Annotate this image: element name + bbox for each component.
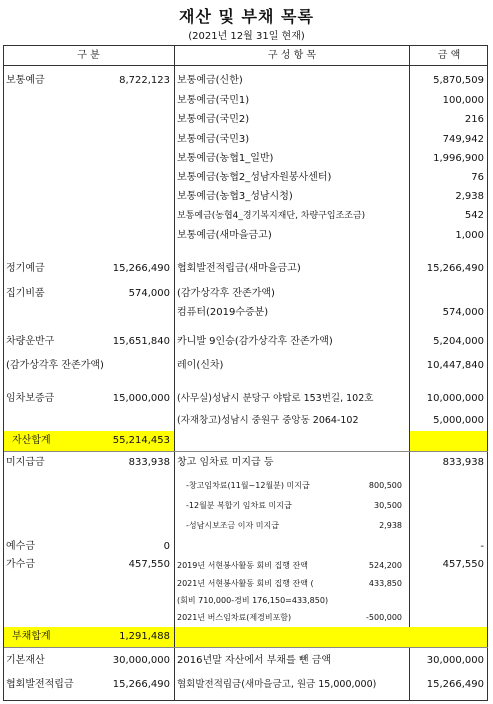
category-value: 15,266,490 <box>112 263 170 274</box>
item-label: 보통예금(신한) <box>177 75 243 86</box>
amount-cell: 5,204,000 <box>433 336 484 347</box>
liability-total-label: 부채합계 <box>12 631 51 642</box>
row-divider <box>4 451 488 452</box>
detail-label: -12월분 복합기 임차료 미지급 <box>186 501 292 510</box>
amount-cell: 10,000,000 <box>426 393 484 404</box>
category-label: (감가상각후 잔존가액) <box>6 360 104 371</box>
detail-label: (회비 710,000-경비 176,150=433,850) <box>177 596 329 605</box>
category-value: 457,550 <box>128 559 170 570</box>
category-value: 0 <box>163 541 170 552</box>
amount-cell: 2,938 <box>455 191 484 202</box>
detail-value: 433,850 <box>368 579 402 588</box>
liability-total-highlight <box>175 627 487 647</box>
item-label: 보통예금(농협3_성남시청) <box>177 191 293 202</box>
category-label: 보통예금 <box>6 75 45 86</box>
detail-value: 2,938 <box>379 521 402 530</box>
detail-label: 2021년 서현봉사활동 회비 집행 잔액 ( <box>177 579 314 588</box>
amount-cell: 15,266,490 <box>426 679 484 690</box>
header-category: 구 분 <box>3 45 174 66</box>
amount-cell: 457,550 <box>442 559 484 570</box>
category-label: 기본재산 <box>6 655 45 666</box>
category-label: 가수금 <box>6 559 35 570</box>
row-divider <box>4 647 488 648</box>
item-label: 보통예금(국민1) <box>177 95 250 106</box>
detail-value: 524,200 <box>368 561 402 570</box>
amount-cell: 76 <box>471 172 484 183</box>
amount-cell: 100,000 <box>442 95 484 106</box>
detail-label: 2019년 서현봉사활동 회비 집행 잔액 <box>177 561 308 570</box>
item-label: (사무실)성남시 분당구 야탑로 153번길, 102호 <box>177 393 374 404</box>
amount-cell: 216 <box>464 114 484 125</box>
amount-cell: 1,000 <box>455 230 484 241</box>
amount-cell: 15,266,490 <box>426 263 484 274</box>
detail-label: 2021년 버스임차료(제경비포함) <box>177 613 292 622</box>
header-amount: 금 액 <box>410 45 488 66</box>
column-divider <box>174 45 175 701</box>
detail-value: -500,000 <box>366 613 402 622</box>
header-items: 구 성 항 목 <box>175 45 409 66</box>
column-divider <box>409 45 410 701</box>
asset-total-value: 55,214,453 <box>112 435 170 446</box>
asset-total-label: 자산합계 <box>12 435 51 446</box>
item-label: 2016년말 자산에서 부채를 뺀 금액 <box>177 655 332 666</box>
category-value: 574,000 <box>128 288 170 299</box>
item-label: 창고 임차료 미지급 등 <box>177 457 274 468</box>
category-value: 833,938 <box>128 457 170 468</box>
category-label: 집기비품 <box>6 288 45 299</box>
category-label: 차량운반구 <box>6 336 55 347</box>
page-title: 재산 및 부채 목록 <box>179 7 314 26</box>
asset-total-highlight <box>410 431 487 451</box>
detail-value: 800,500 <box>368 481 402 490</box>
category-label: 협회발전적립금 <box>6 679 74 690</box>
liability-total-value: 1,291,488 <box>119 631 170 642</box>
category-value: 8,722,123 <box>119 75 170 86</box>
amount-cell: - <box>480 541 484 552</box>
item-label: 보통예금(농협2_성남자원봉사센터) <box>177 172 332 183</box>
amount-cell: 30,000,000 <box>426 655 484 666</box>
amount-cell: 10,447,840 <box>426 360 484 371</box>
item-label: 보통예금(새마을금고) <box>177 230 272 241</box>
item-label: 카니발 9인승(감가상각후 잔존가액) <box>177 336 333 347</box>
category-label: 예수금 <box>6 541 35 552</box>
amount-cell: 574,000 <box>442 307 484 318</box>
amount-cell: 833,938 <box>442 457 484 468</box>
detail-label: -창고임차료(11월~12월분) 미지급 <box>186 481 310 490</box>
amount-cell: 1,996,900 <box>433 153 484 164</box>
item-label: 협회발전적립금(새마을금고) <box>177 263 301 274</box>
category-value: 15,651,840 <box>112 336 170 347</box>
category-label: 임차보증금 <box>6 393 55 404</box>
item-label: (자재창고)성남시 중원구 중앙동 2064-102 <box>177 415 359 426</box>
category-value: 15,266,490 <box>112 679 170 690</box>
item-label: 레이(신차) <box>177 360 224 371</box>
item-label: 컴퓨터(2019수증분) <box>177 307 269 318</box>
item-label: 보통예금(농협1_일반) <box>177 153 274 164</box>
page-subtitle: (2021년 12월 31일 현재) <box>188 31 305 42</box>
item-label: (감가상각후 잔존가액) <box>177 288 275 299</box>
category-value: 15,000,000 <box>112 393 170 404</box>
amount-cell: 749,942 <box>442 134 484 145</box>
detail-label: -성남시보조금 이자 미지급 <box>186 521 279 530</box>
item-label: 보통예금(국민3) <box>177 134 250 145</box>
category-label: 정기예금 <box>6 263 45 274</box>
item-label: 보통예금(농협4_경기복지재단, 차량구입조조금) <box>177 211 366 221</box>
item-label: 협회발전적립금(새마을금고, 원금 15,000,000) <box>177 679 377 690</box>
amount-cell: 542 <box>464 210 484 221</box>
category-value: 30,000,000 <box>112 655 170 666</box>
detail-value: 30,500 <box>374 501 402 510</box>
item-label: 보통예금(국민2) <box>177 114 250 125</box>
amount-cell: 5,870,509 <box>433 75 484 86</box>
category-label: 미지급금 <box>6 457 45 468</box>
amount-cell: 5,000,000 <box>433 415 484 426</box>
